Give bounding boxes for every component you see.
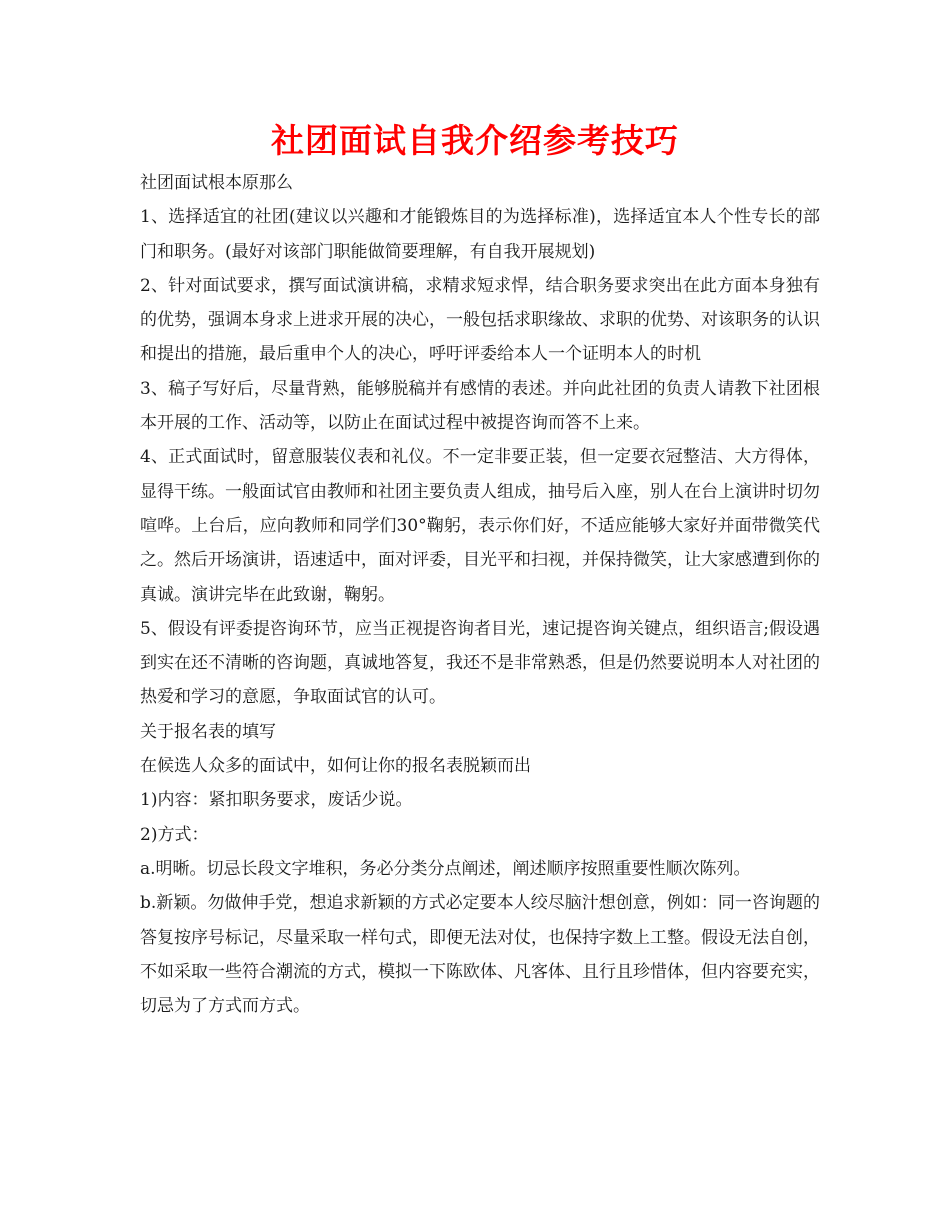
paragraph-2: 2、针对面试要求，撰写面试演讲稿，求精求短求悍，结合职务要求突出在此方面本身独有的优势，强调本身求上进求开展的决心，一般包括求职缘故、求职的优势、对该职务的认识和提出的措施，最后重申个人的决心，呼吁评委给本人一个证明本人的时机 (140, 275, 820, 365)
paragraph-method-b: b.新颖。勿做伸手党，想追求新颖的方式必定要本人绞尽脑汁想创意，例如：同一咨询题的答复按序号标记，尽量采取一样句式，即便无法对仗，也保持字数上工整。假设无法自创，不如采取一些符合潮流的方式，模拟一下陈欧体、凡客体、且行且珍惜体，但内容要充实，切忌为了方式而方式。 (140, 893, 820, 1017)
section-heading-principles: 社团面试根本原那么 (140, 173, 293, 193)
paragraph-4: 4、正式面试时，留意服装仪表和礼仪。不一定非要正装，但一定要衣冠整洁、大方得体，显得干练。一般面试官由教师和社团主要负责人组成，抽号后入座，别人在台上演讲时切勿喧哗。上台后，应向教师和同学们30°鞠躬，表示你们好，不适应能够大家好并面带微笑代之。然后开场演讲，语速适中，面对评委，目光平和扫视，并保持微笑，让大家感遭到你的真诚。演讲完毕在此致谢，鞠躬。 (140, 447, 820, 605)
paragraph-method: 2)方式： (140, 824, 209, 845)
document-body (140, 166, 820, 1023)
section-heading-form: 关于报名表的填写 (140, 721, 276, 742)
paragraph-3: 3、稿子写好后，尽量背熟，能够脱稿并有感情的表述。并向此社团的负责人请教下社团根本开展的工作、活动等，以防止在面试过程中被提咨询而答不上来。 (140, 378, 820, 434)
paragraph-content: 1)内容：紧扣职务要求，废话少说。 (140, 790, 413, 811)
paragraph-intro: 在候选人众多的面试中，如何让你的报名表脱颖而出 (140, 756, 531, 777)
paragraph-5: 5、假设有评委提咨询环节，应当正视提咨询者目光，速记提咨询关键点，组织语言;假设遇到实在还不清晰的咨询题，真诚地答复，我还不是非常熟悉，但是仍然要说明本人对社团的热爱和学习的意愿，争取面试官的认可。 (140, 618, 820, 708)
paragraph-method-a: a.明晰。切忌长段文字堆积，务必分类分点阐述，阐述顺序按照重要性顺次陈列。 (140, 858, 751, 879)
document-title: 社团面试自我介绍参考技巧 (271, 121, 679, 160)
paragraph-1: 1、选择适宜的社团(建议以兴趣和才能锻炼目的为选择标准)，选择适宜本人个性专长的部门和职务。(最好对该部门职能做简要理解，有自我开展规划) (140, 207, 820, 262)
